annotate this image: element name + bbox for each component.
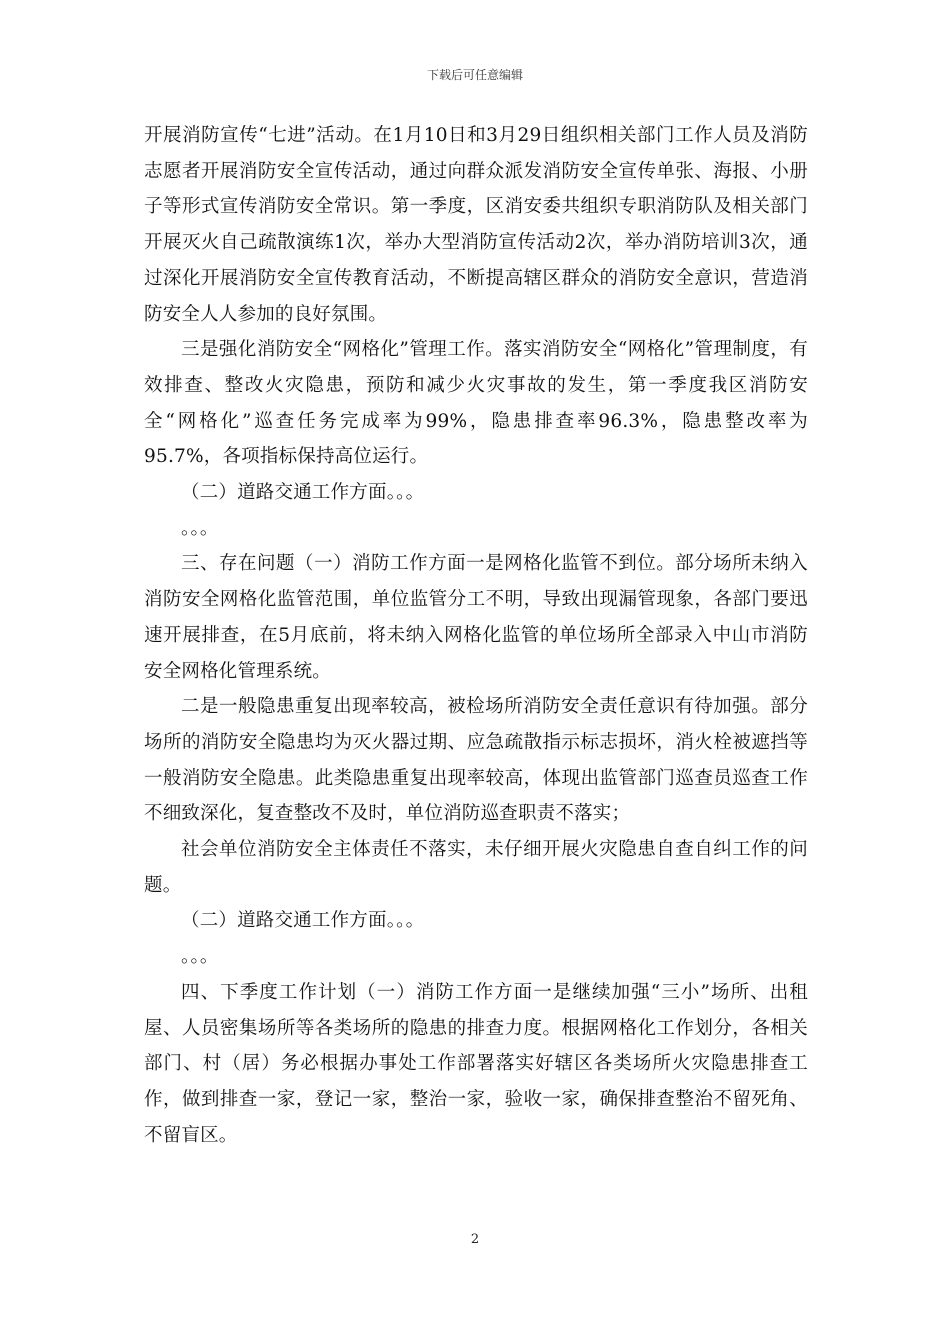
document-body xyxy=(144,118,808,1153)
page-header: 下载后可任意编辑 xyxy=(426,68,523,82)
paragraph-1: 开展消防宣传“七进”活动。在1月10日和3月29日组织相关部门工作人员及消防志愿者开展消防安全宣传活动，通过向群众派发消防安全宣传单张、海报、小册子等形式宣传消防安全常识。第一季度，区消安委共组织专职消防队及相关部门开展灭火自己疏散演练1次，举办大型消防宣传活动2次，举办消防培训3次，通过深化开展消防安全宣传教育活动，不断提高辖区群众的消防安全意识，营造消防安全人人参加的良好氛围。 xyxy=(144,125,808,325)
paragraph-7: 社会单位消防安全主体责任不落实，未仔细开展火灾隐患自查自纠工作的问题。 xyxy=(144,839,808,896)
paragraph-10: 四、下季度工作计划（一）消防工作方面一是继续加强“三小”场所、出租屋、人员密集场所等各类场所的隐患的排查力度。根据网格化工作划分，各相关部门、村（居）务必根据办事处工作部署落实好辖区各类场所火灾隐患排查工作，做到排查一家，登记一家，整治一家，验收一家，确保排查整治不留死角、不留盲区。 xyxy=(144,981,808,1146)
paragraph-9: 。。。 xyxy=(181,946,219,968)
page-number: 2 xyxy=(470,1232,480,1247)
paragraph-3: （二）道路交通工作方面。。。 xyxy=(181,482,425,504)
paragraph-2: 三是强化消防安全“网格化”管理工作。落实消防安全“网格化”管理制度，有效排查、整改火灾隐患，预防和减少火灾事故的发生，第一季度我区消防安全“网格化”巡查任务完成率为99%，隐患排查率96.3%，隐患整改率为95.7%，各项指标保持高位运行。 xyxy=(144,339,808,468)
paragraph-8: （二）道路交通工作方面。。。 xyxy=(181,910,425,932)
paragraph-5: 三、存在问题（一）消防工作方面一是网格化监管不到位。部分场所未纳入消防安全网格化监管范围，单位监管分工不明，导致出现漏管现象，各部门要迅速开展排查，在5月底前，将未纳入网格化监管的单位场所全部录入中山市消防安全网格化管理系统。 xyxy=(144,553,808,682)
paragraph-4: 。。。 xyxy=(181,517,219,539)
paragraph-6: 二是一般隐患重复出现率较高，被检场所消防安全责任意识有待加强。部分场所的消防安全隐患均为灭火器过期、应急疏散指示标志损坏，消火栓被遮挡等一般消防安全隐患。此类隐患重复出现率较高，体现出监管部门巡查员巡查工作不细致深化，复查整改不及时，单位消防巡查职责不落实； xyxy=(144,696,808,825)
